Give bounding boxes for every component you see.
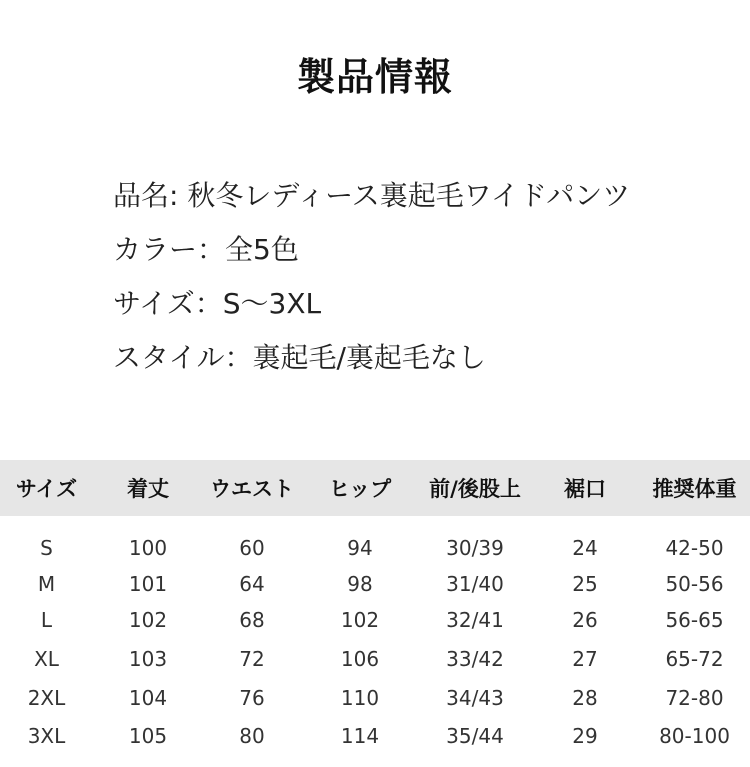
cell-weight: 50-56 bbox=[665, 572, 724, 596]
cell-size: S bbox=[40, 536, 53, 560]
header-size: サイズ bbox=[15, 477, 78, 501]
size-line: サイズ：S〜3XL bbox=[113, 287, 322, 320]
product-name-line: 品名: 秋冬レディース裏起毛ワイドパンツ bbox=[113, 179, 631, 212]
cell-rise: 30/39 bbox=[446, 536, 504, 560]
cell-rise: 35/44 bbox=[446, 724, 504, 748]
size-table-body bbox=[0, 516, 750, 756]
color-line: カラー：全5色 bbox=[113, 233, 299, 266]
cell-rise: 33/42 bbox=[446, 647, 504, 671]
table-row bbox=[0, 566, 750, 602]
header-weight: 推奨体重 bbox=[652, 477, 737, 501]
cell-hip: 94 bbox=[347, 536, 373, 560]
page-title: 製品情報 bbox=[296, 55, 453, 99]
cell-rise: 34/43 bbox=[446, 686, 504, 710]
table-row bbox=[0, 602, 750, 638]
cell-waist: 80 bbox=[239, 724, 265, 748]
cell-length: 101 bbox=[128, 572, 168, 596]
cell-hem: 27 bbox=[572, 647, 598, 671]
cell-waist: 76 bbox=[239, 686, 265, 710]
cell-rise: 31/40 bbox=[446, 572, 504, 596]
cell-weight: 72-80 bbox=[665, 686, 724, 710]
size-table bbox=[0, 460, 750, 756]
size-table-header bbox=[0, 460, 750, 516]
cell-size: 2XL bbox=[27, 686, 66, 710]
table-row bbox=[0, 638, 750, 680]
cell-hem: 26 bbox=[572, 608, 598, 632]
cell-hip: 114 bbox=[340, 724, 380, 748]
cell-weight: 65-72 bbox=[665, 647, 724, 671]
cell-size: L bbox=[40, 608, 53, 632]
cell-hip: 106 bbox=[340, 647, 380, 671]
cell-length: 104 bbox=[128, 686, 168, 710]
cell-weight: 56-65 bbox=[665, 608, 724, 632]
cell-waist: 68 bbox=[239, 608, 265, 632]
cell-hem: 25 bbox=[572, 572, 598, 596]
cell-hem: 24 bbox=[572, 536, 598, 560]
cell-size: 3XL bbox=[27, 724, 66, 748]
cell-hip: 98 bbox=[347, 572, 373, 596]
header-rise: 前/後股上 bbox=[429, 477, 521, 501]
header-length: 着丈 bbox=[127, 477, 169, 501]
cell-length: 103 bbox=[128, 647, 168, 671]
cell-waist: 60 bbox=[239, 536, 265, 560]
cell-rise: 32/41 bbox=[446, 608, 504, 632]
cell-hem: 29 bbox=[572, 724, 598, 748]
cell-size: M bbox=[37, 572, 56, 596]
style-line: スタイル：裏起毛/裏起毛なし bbox=[113, 341, 486, 374]
product-info bbox=[113, 176, 630, 392]
cell-weight: 80-100 bbox=[659, 724, 730, 748]
header-hip: ヒップ bbox=[328, 477, 392, 501]
cell-waist: 72 bbox=[239, 647, 265, 671]
cell-length: 100 bbox=[128, 536, 168, 560]
cell-length: 105 bbox=[128, 724, 168, 748]
table-row bbox=[0, 716, 750, 756]
cell-hip: 102 bbox=[340, 608, 380, 632]
cell-size: XL bbox=[34, 647, 59, 671]
cell-hip: 110 bbox=[340, 686, 380, 710]
table-row bbox=[0, 680, 750, 716]
header-waist: ウエスト bbox=[210, 477, 294, 501]
table-row bbox=[0, 530, 750, 566]
cell-waist: 64 bbox=[239, 572, 265, 596]
header-hem: 裾口 bbox=[564, 477, 606, 501]
cell-length: 102 bbox=[128, 608, 168, 632]
cell-hem: 28 bbox=[572, 686, 598, 710]
cell-weight: 42-50 bbox=[665, 536, 724, 560]
